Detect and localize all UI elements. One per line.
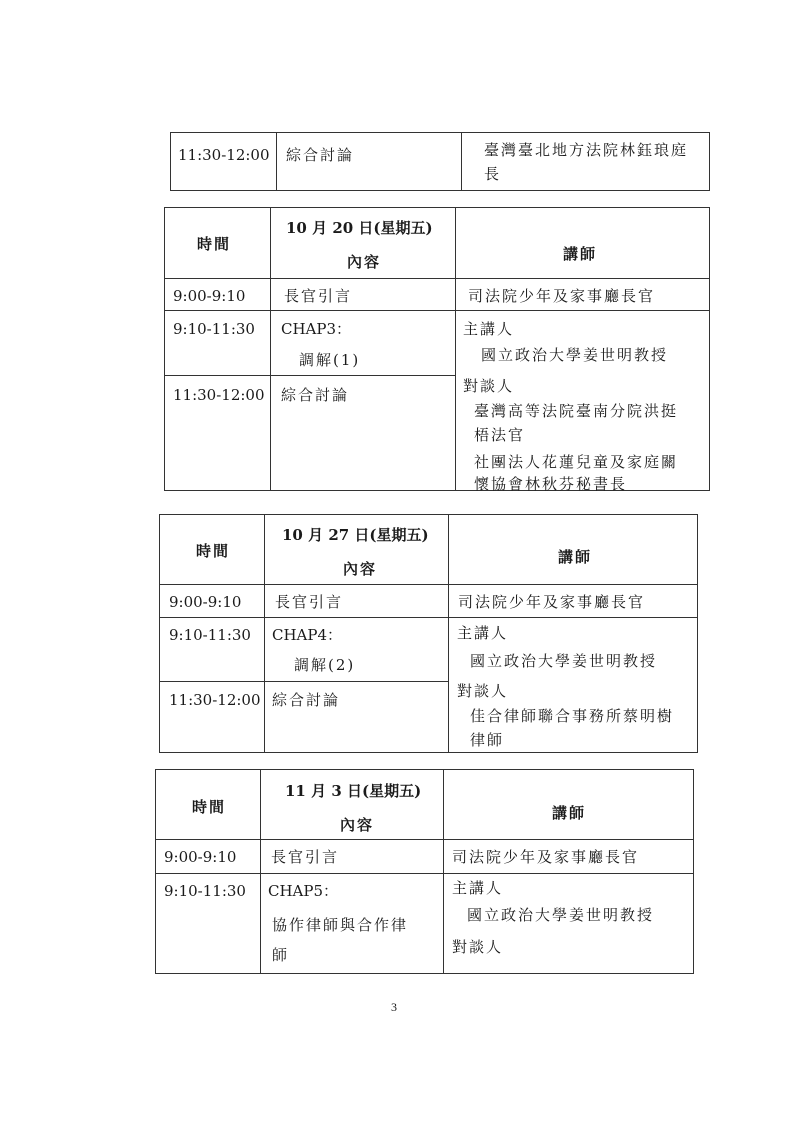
- header-date: 10 月 20 日(星期五): [286, 219, 433, 237]
- speaker-talk-2-cont: 懷協會林秋芬秘書長: [474, 475, 628, 493]
- speaker-cell: 臺灣臺北地方法院林鈺琅庭: [484, 141, 689, 159]
- row1-time: 9:00-9:10: [169, 593, 242, 611]
- speaker-talk-2: 社團法人花蓮兒童及家庭關: [474, 453, 679, 471]
- schedule-table-continued: [170, 132, 710, 191]
- header-date: 10 月 27 日(星期五): [282, 526, 429, 544]
- speaker-talk-1-cont: 梧法官: [474, 426, 526, 444]
- row2-content-sub-cont: 師: [272, 946, 290, 964]
- row3-content: 綜合討論: [272, 691, 341, 709]
- row3-time: 11:30-12:00: [169, 691, 261, 709]
- speaker-talk-label: 對談人: [463, 377, 515, 395]
- speaker-talk-label: 對談人: [452, 938, 504, 956]
- header-content: 內容: [340, 816, 375, 834]
- row3-time: 11:30-12:00: [173, 386, 265, 404]
- speaker-main: 國立政治大學姜世明教授: [467, 906, 655, 924]
- speaker-main-label: 主講人: [452, 879, 504, 897]
- row2-content: CHAP3：: [281, 320, 352, 338]
- schedule-table-oct20: [164, 207, 710, 491]
- row1-speaker: 司法院少年及家事廳長官: [458, 593, 646, 611]
- header-speaker: 講師: [552, 804, 587, 822]
- header-speaker: 講師: [563, 245, 598, 263]
- row2-time: 9:10-11:30: [173, 320, 255, 338]
- row2-time: 9:10-11:30: [169, 626, 251, 644]
- schedule-table-nov3: [155, 769, 694, 974]
- speaker-main-label: 主講人: [457, 624, 509, 642]
- header-content: 內容: [347, 253, 382, 271]
- speaker-cell-cont: 長: [484, 165, 502, 183]
- header-time: 時間: [196, 542, 231, 560]
- header-time: 時間: [197, 235, 232, 253]
- row1-content: 長官引言: [284, 287, 353, 305]
- row1-content: 長官引言: [271, 848, 340, 866]
- speaker-talk-1-cont: 律師: [470, 731, 505, 749]
- row1-speaker: 司法院少年及家事廳長官: [452, 848, 640, 866]
- speaker-main: 國立政治大學姜世明教授: [470, 652, 658, 670]
- header-speaker: 講師: [558, 548, 593, 566]
- row2-content-sub: 協作律師與合作律: [272, 916, 409, 934]
- row2-time: 9:10-11:30: [164, 882, 246, 900]
- row2-content: CHAP4：: [272, 626, 343, 644]
- row1-time: 9:00-9:10: [173, 287, 246, 305]
- content-cell: 綜合討論: [286, 146, 355, 164]
- speaker-main-label: 主講人: [463, 320, 515, 338]
- row1-speaker: 司法院少年及家事廳長官: [468, 287, 656, 305]
- row2-content-sub: 調解(1): [299, 351, 361, 369]
- row2-content: CHAP5：: [268, 882, 339, 900]
- row2-content-sub: 調解(2): [294, 656, 356, 674]
- speaker-main: 國立政治大學姜世明教授: [481, 346, 669, 364]
- row3-content: 綜合討論: [281, 386, 350, 404]
- row1-content: 長官引言: [275, 593, 344, 611]
- speaker-talk-label: 對談人: [457, 682, 509, 700]
- header-time: 時間: [192, 798, 227, 816]
- speaker-talk-1: 佳合律師聯合事務所蔡明樹: [470, 707, 675, 725]
- time-cell: 11:30-12:00: [178, 146, 270, 164]
- header-content: 內容: [343, 560, 378, 578]
- schedule-table-oct27: [159, 514, 698, 753]
- page-number: 3: [391, 1000, 397, 1014]
- speaker-talk-1: 臺灣高等法院臺南分院洪挺: [474, 402, 679, 420]
- header-date: 11 月 3 日(星期五): [285, 782, 422, 800]
- row1-time: 9:00-9:10: [164, 848, 237, 866]
